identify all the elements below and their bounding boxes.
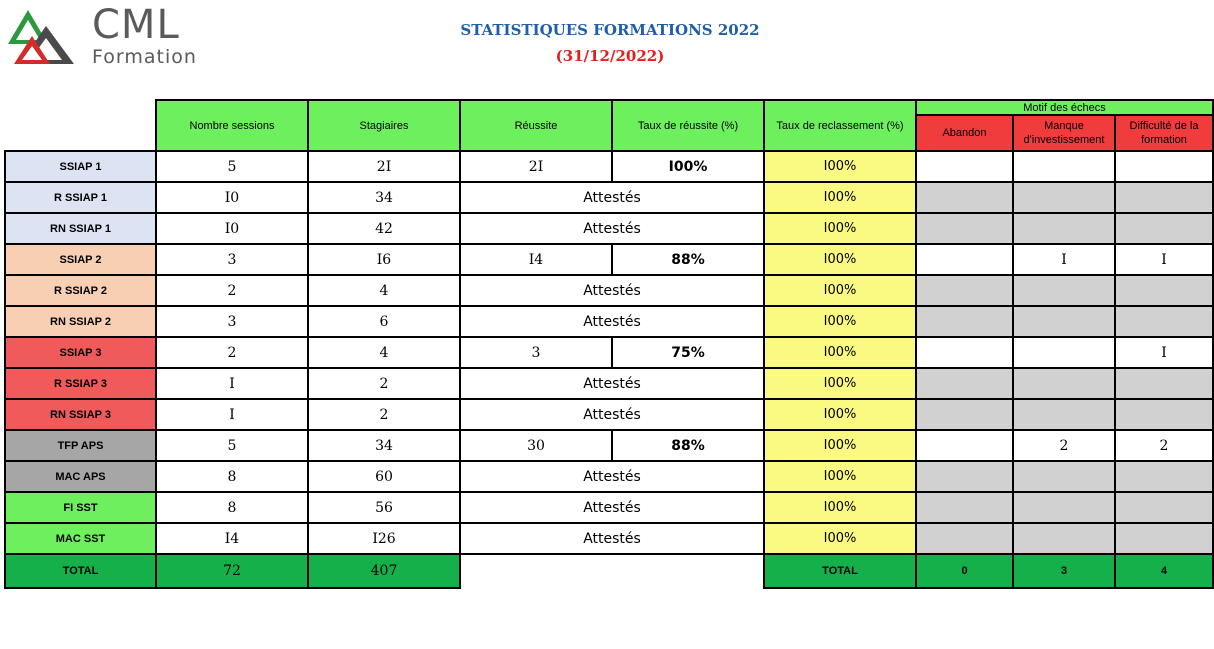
- difficulte-cell: I: [1115, 337, 1213, 368]
- abandon-cell: [916, 399, 1013, 430]
- difficulte-cell: [1115, 213, 1213, 244]
- header-stagiaires: Stagiaires: [308, 100, 460, 151]
- header-sessions: Nombre sessions: [156, 100, 308, 151]
- stagiaires-cell: 4: [308, 275, 460, 306]
- taux-reussite-cell: 88%: [612, 430, 764, 461]
- total-row: [5, 554, 1213, 588]
- row-label: R SSIAP 3: [5, 368, 156, 399]
- abandon-cell: [916, 244, 1013, 275]
- difficulte-cell: [1115, 399, 1213, 430]
- row-label: RN SSIAP 3: [5, 399, 156, 430]
- abandon-cell: [916, 213, 1013, 244]
- manque-cell: [1013, 337, 1115, 368]
- difficulte-cell: [1115, 368, 1213, 399]
- abandon-cell: [916, 430, 1013, 461]
- statistics-table: [4, 99, 1214, 589]
- difficulte-cell: [1115, 461, 1213, 492]
- header-taux-reclassement: Taux de reclassement (%): [764, 100, 916, 151]
- manque-cell: [1013, 523, 1115, 554]
- reussite-cell: 30: [460, 430, 612, 461]
- reclassement-cell: I00%: [764, 492, 916, 523]
- difficulte-cell: 2: [1115, 430, 1213, 461]
- manque-cell: [1013, 368, 1115, 399]
- sessions-cell: 5: [156, 430, 308, 461]
- manque-cell: [1013, 461, 1115, 492]
- reclassement-cell: I00%: [764, 523, 916, 554]
- abandon-cell: [916, 492, 1013, 523]
- manque-cell: [1013, 151, 1115, 182]
- table-row: [5, 337, 1213, 368]
- manque-cell: [1013, 399, 1115, 430]
- taux-reussite-cell: I00%: [612, 151, 764, 182]
- reclassement-cell: I00%: [764, 306, 916, 337]
- row-label: TFP APS: [5, 430, 156, 461]
- page-subtitle: (31/12/2022): [555, 47, 665, 65]
- table-row: [5, 306, 1213, 337]
- manque-cell: [1013, 492, 1115, 523]
- total-sessions: 72: [156, 554, 308, 588]
- abandon-cell: [916, 337, 1013, 368]
- stagiaires-cell: I6: [308, 244, 460, 275]
- total-label: TOTAL: [5, 554, 156, 588]
- attestes-cell: Attestés: [460, 182, 764, 213]
- sessions-cell: 3: [156, 244, 308, 275]
- reclassement-cell: I00%: [764, 275, 916, 306]
- stagiaires-cell: 6: [308, 306, 460, 337]
- attestes-cell: Attestés: [460, 213, 764, 244]
- abandon-cell: [916, 368, 1013, 399]
- logo-sub-text: Formation: [92, 46, 197, 68]
- row-label: RN SSIAP 1: [5, 213, 156, 244]
- reussite-cell: I4: [460, 244, 612, 275]
- total-abandon: 0: [916, 554, 1013, 588]
- sessions-cell: 2: [156, 337, 308, 368]
- table-row: [5, 399, 1213, 430]
- attestes-cell: Attestés: [460, 399, 764, 430]
- stagiaires-cell: 2I: [308, 151, 460, 182]
- difficulte-cell: [1115, 151, 1213, 182]
- attestes-cell: Attestés: [460, 306, 764, 337]
- total-gap: [460, 554, 764, 588]
- row-label: RN SSIAP 2: [5, 306, 156, 337]
- sessions-cell: I: [156, 399, 308, 430]
- table-row: [5, 461, 1213, 492]
- row-label: MAC SST: [5, 523, 156, 554]
- row-label: R SSIAP 1: [5, 182, 156, 213]
- sessions-cell: 8: [156, 492, 308, 523]
- manque-cell: [1013, 213, 1115, 244]
- manque-cell: 2: [1013, 430, 1115, 461]
- reclassement-cell: I00%: [764, 337, 916, 368]
- total-label-2: TOTAL: [764, 554, 916, 588]
- header-manque: Manque d'investissement: [1013, 115, 1115, 151]
- attestes-cell: Attestés: [460, 461, 764, 492]
- stagiaires-cell: 34: [308, 182, 460, 213]
- sessions-cell: 5: [156, 151, 308, 182]
- total-manque: 3: [1013, 554, 1115, 588]
- table-row: [5, 492, 1213, 523]
- stagiaires-cell: 56: [308, 492, 460, 523]
- total-difficulte: 4: [1115, 554, 1213, 588]
- stagiaires-cell: 60: [308, 461, 460, 492]
- attestes-cell: Attestés: [460, 275, 764, 306]
- reclassement-cell: I00%: [764, 461, 916, 492]
- sessions-cell: I0: [156, 182, 308, 213]
- abandon-cell: [916, 182, 1013, 213]
- header-motif: Motif des échecs: [916, 100, 1213, 115]
- stagiaires-cell: 2: [308, 368, 460, 399]
- row-label: FI SST: [5, 492, 156, 523]
- stagiaires-cell: 42: [308, 213, 460, 244]
- row-label: MAC APS: [5, 461, 156, 492]
- table-row: [5, 275, 1213, 306]
- sessions-cell: 8: [156, 461, 308, 492]
- row-label: SSIAP 1: [5, 151, 156, 182]
- stagiaires-cell: 34: [308, 430, 460, 461]
- cml-logo: [6, 4, 206, 70]
- attestes-cell: Attestés: [460, 368, 764, 399]
- manque-cell: [1013, 182, 1115, 213]
- abandon-cell: [916, 306, 1013, 337]
- table-row: [5, 523, 1213, 554]
- page-title: STATISTIQUES FORMATIONS 2022: [460, 21, 760, 39]
- difficulte-cell: I: [1115, 244, 1213, 275]
- table-row: [5, 182, 1213, 213]
- table-row: [5, 368, 1213, 399]
- manque-cell: I: [1013, 244, 1115, 275]
- header-difficulte: Difficulté de la formation: [1115, 115, 1213, 151]
- stagiaires-cell: 2: [308, 399, 460, 430]
- attestes-cell: Attestés: [460, 523, 764, 554]
- header-reussite: Réussite: [460, 100, 612, 151]
- row-label: SSIAP 2: [5, 244, 156, 275]
- reclassement-cell: I00%: [764, 244, 916, 275]
- reclassement-cell: I00%: [764, 399, 916, 430]
- header-corner: [5, 100, 156, 151]
- abandon-cell: [916, 151, 1013, 182]
- difficulte-cell: [1115, 275, 1213, 306]
- difficulte-cell: [1115, 306, 1213, 337]
- sessions-cell: I0: [156, 213, 308, 244]
- difficulte-cell: [1115, 523, 1213, 554]
- difficulte-cell: [1115, 492, 1213, 523]
- attestes-cell: Attestés: [460, 492, 764, 523]
- sessions-cell: I: [156, 368, 308, 399]
- sessions-cell: I4: [156, 523, 308, 554]
- abandon-cell: [916, 461, 1013, 492]
- row-label: SSIAP 3: [5, 337, 156, 368]
- row-label: R SSIAP 2: [5, 275, 156, 306]
- logo-main-text: CML: [92, 2, 180, 48]
- abandon-cell: [916, 275, 1013, 306]
- difficulte-cell: [1115, 182, 1213, 213]
- stagiaires-cell: 4: [308, 337, 460, 368]
- reclassement-cell: I00%: [764, 213, 916, 244]
- taux-reussite-cell: 75%: [612, 337, 764, 368]
- abandon-cell: [916, 523, 1013, 554]
- sessions-cell: 2: [156, 275, 308, 306]
- reclassement-cell: I00%: [764, 182, 916, 213]
- table-row: [5, 430, 1213, 461]
- reclassement-cell: I00%: [764, 430, 916, 461]
- header-taux-reussite: Taux de réussite (%): [612, 100, 764, 151]
- cml-logo-icon: [6, 6, 78, 68]
- taux-reussite-cell: 88%: [612, 244, 764, 275]
- stagiaires-cell: I26: [308, 523, 460, 554]
- table-row: [5, 213, 1213, 244]
- table-row: [5, 151, 1213, 182]
- reussite-cell: 3: [460, 337, 612, 368]
- reclassement-cell: I00%: [764, 368, 916, 399]
- reussite-cell: 2I: [460, 151, 612, 182]
- reclassement-cell: I00%: [764, 151, 916, 182]
- table-row: [5, 244, 1213, 275]
- manque-cell: [1013, 275, 1115, 306]
- header-abandon: Abandon: [916, 115, 1013, 151]
- sessions-cell: 3: [156, 306, 308, 337]
- total-stagiaires: 407: [308, 554, 460, 588]
- manque-cell: [1013, 306, 1115, 337]
